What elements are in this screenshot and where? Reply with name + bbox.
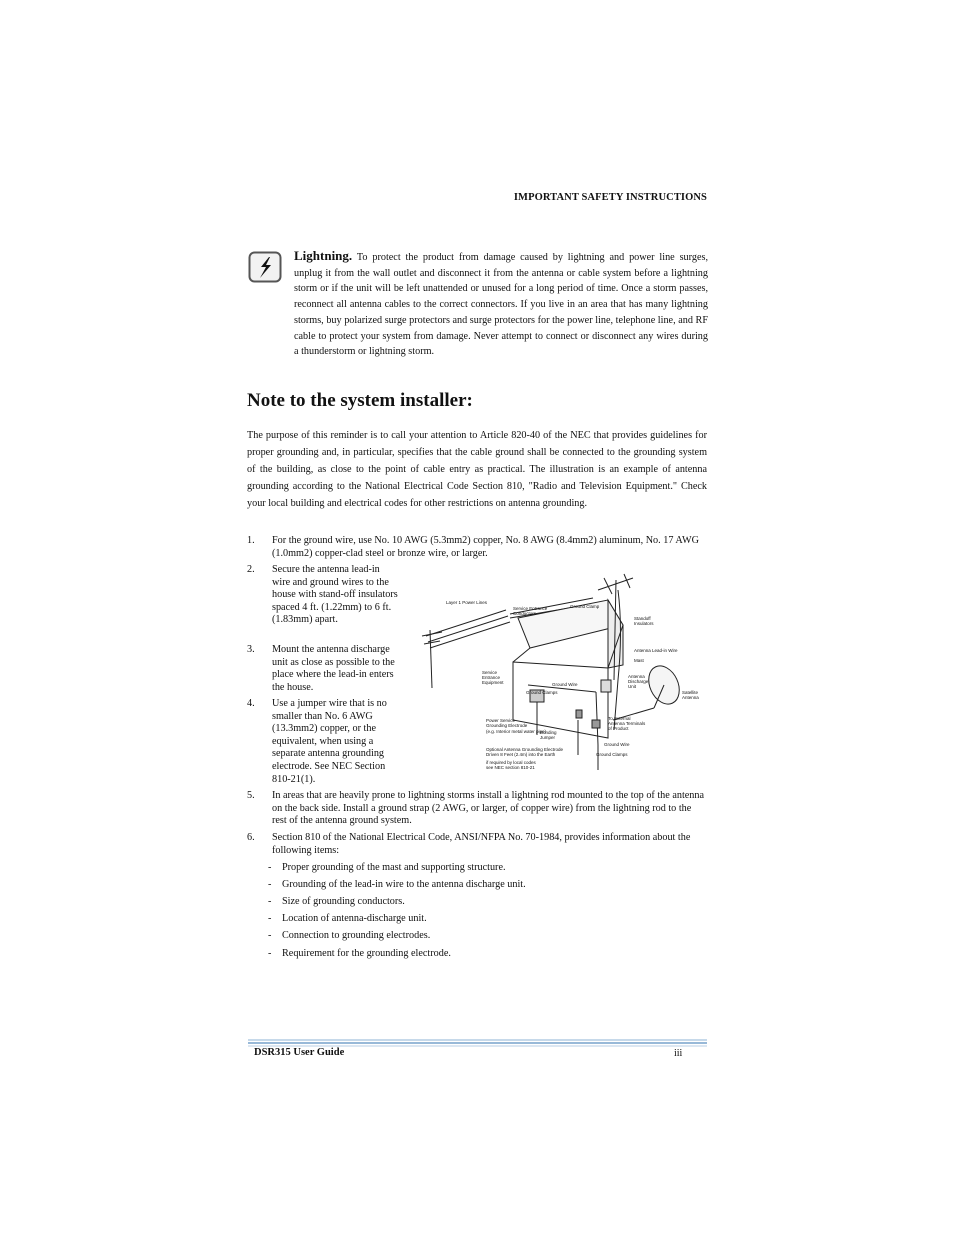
diagram-label: Ground Clamp: [570, 604, 600, 609]
list-item: Section 810 of the National Electrical Code, ANSI/NFPA No. 70-1984, provides information about the following items:: [272, 832, 691, 856]
item-number: 4.: [247, 698, 255, 709]
lightning-text: To protect the product from damage caused by lightning and power line surges, unplug it from the wall outlet and disconnect it from the antenna or cable system before a lightning storm or if the unit will be left unattended or unused for a long period of time. Once a storm passes, reconnect all antenna cables to the correct connectors. If you live in an area that has many lightning storms, buy polarized surge protectors and surge protectors for the power line, telephone line, and RF cable to protect your system from damage. Never attempt to connect or disconnect any wires during a thunderstorm or lightning storm.: [294, 252, 708, 358]
list-item: Secure the antenna lead-in wire and ground wires to the house with stand-off insulators spaced 4 ft. (1.22mm) to 6 ft. (1.83mm) apart.: [272, 564, 398, 626]
diagram-label: Ground Wire: [604, 742, 630, 747]
sub-item-dash: -: [268, 879, 272, 890]
installer-intro: The purpose of this reminder is to call your attention to Article 820-40 of the NEC that provides guidelines for proper grounding and, in particular, specifies that the cable ground shall be connected to the grounding system of the building, as close to the point of cable entry as practical. The illustration is an example of antenna grounding according to the National Electrical Code Section 810, "Radio and Television Equipment." Check your local building and electrical codes for other restrictions on antenna grounding.: [247, 430, 707, 509]
sub-item-dash: -: [268, 862, 272, 873]
section-header: IMPORTANT SAFETY INSTRUCTIONS: [513, 192, 707, 203]
list-item: Mount the antenna discharge unit as close as possible to the place where the lead-in enters the house.: [272, 644, 395, 693]
sub-item: Grounding of the lead-in wire to the antenna discharge unit.: [282, 879, 526, 890]
antenna-grounding-diagram: [418, 570, 708, 775]
sub-item-dash: -: [268, 896, 272, 907]
diagram-label: Ground Wire: [552, 682, 578, 687]
diagram-label: Ground Clamps: [596, 752, 628, 757]
sub-item: Location of antenna-discharge unit.: [282, 913, 427, 924]
item-number: 1.: [247, 535, 255, 546]
lightning-paragraph: [294, 248, 708, 360]
sub-item: Size of grounding conductors.: [282, 896, 405, 907]
item-number: 5.: [247, 790, 255, 801]
diagram-label: (e.g. Interior metal water pipe): [486, 729, 547, 734]
diagram-label: Ground Clamps: [526, 690, 558, 695]
diagram-label: Service Entrance Conductors: [513, 606, 548, 616]
diagram-label: Power Service Grounding Electrode: [486, 718, 528, 728]
diagram-label: To External Antenna Terminals of Product: [608, 716, 646, 731]
diagram-label: Standoff Insulators: [634, 616, 654, 626]
installer-heading: Note to the system installer:: [247, 390, 473, 411]
sub-item-dash: -: [268, 913, 272, 924]
lightning-lead: Lightning.: [294, 248, 353, 263]
diagram-label: if required by local codes see NEC section 810-21: [486, 760, 536, 770]
item-number: 2.: [247, 564, 255, 575]
diagram-label: Mast: [634, 658, 644, 663]
diagram-label: Service Entrance Equipment: [482, 670, 504, 685]
item-number: 6.: [247, 832, 255, 843]
sub-item-dash: -: [268, 948, 272, 959]
diagram-label: Layer 1 Power Lines: [446, 600, 488, 605]
diagram-label: Optional Antenna Grounding Electrode Driven 8 Feet (2.4m) into the Earth: [486, 747, 564, 757]
page-number: iii: [674, 1048, 683, 1059]
sub-item: Requirement for the grounding electrode.: [282, 948, 451, 959]
sub-item: Connection to grounding electrodes.: [282, 930, 431, 941]
list-item: In areas that are heavily prone to lightning storms install a lightning rod mounted to the top of the antenna on the back side. Install a ground strap (2 AWG, or larger, of copper wire) from the lightning rod to the rest of the antenna ground system.: [272, 790, 705, 827]
item-number: 3.: [247, 644, 255, 655]
sub-item: Proper grounding of the mast and supporting structure.: [282, 862, 506, 873]
lightning-warning-icon: [248, 251, 282, 283]
sub-item-dash: -: [268, 930, 272, 941]
list-item: Use a jumper wire that is no smaller than No. 6 AWG (13.3mm2) copper, or the equivalent, when using a separate antenna grounding electrode. See NEC Section 810-21(1).: [272, 698, 387, 785]
diagram-label: Antenna Discharge Unit: [628, 674, 649, 689]
diagram-label: Satellite Antenna: [682, 690, 699, 700]
diagram-label: Bonding Jumper: [540, 730, 557, 740]
diagram-label: Antenna Lead-in Wire: [634, 648, 678, 653]
list-item: For the ground wire, use No. 10 AWG (5.3mm2) copper, No. 8 AWG (8.4mm2) aluminum, No. 17 AWG (1.0mm2) copper-clad steel or bronze wire, or larger.: [272, 535, 699, 559]
footer-title: DSR315 User Guide: [254, 1047, 345, 1058]
